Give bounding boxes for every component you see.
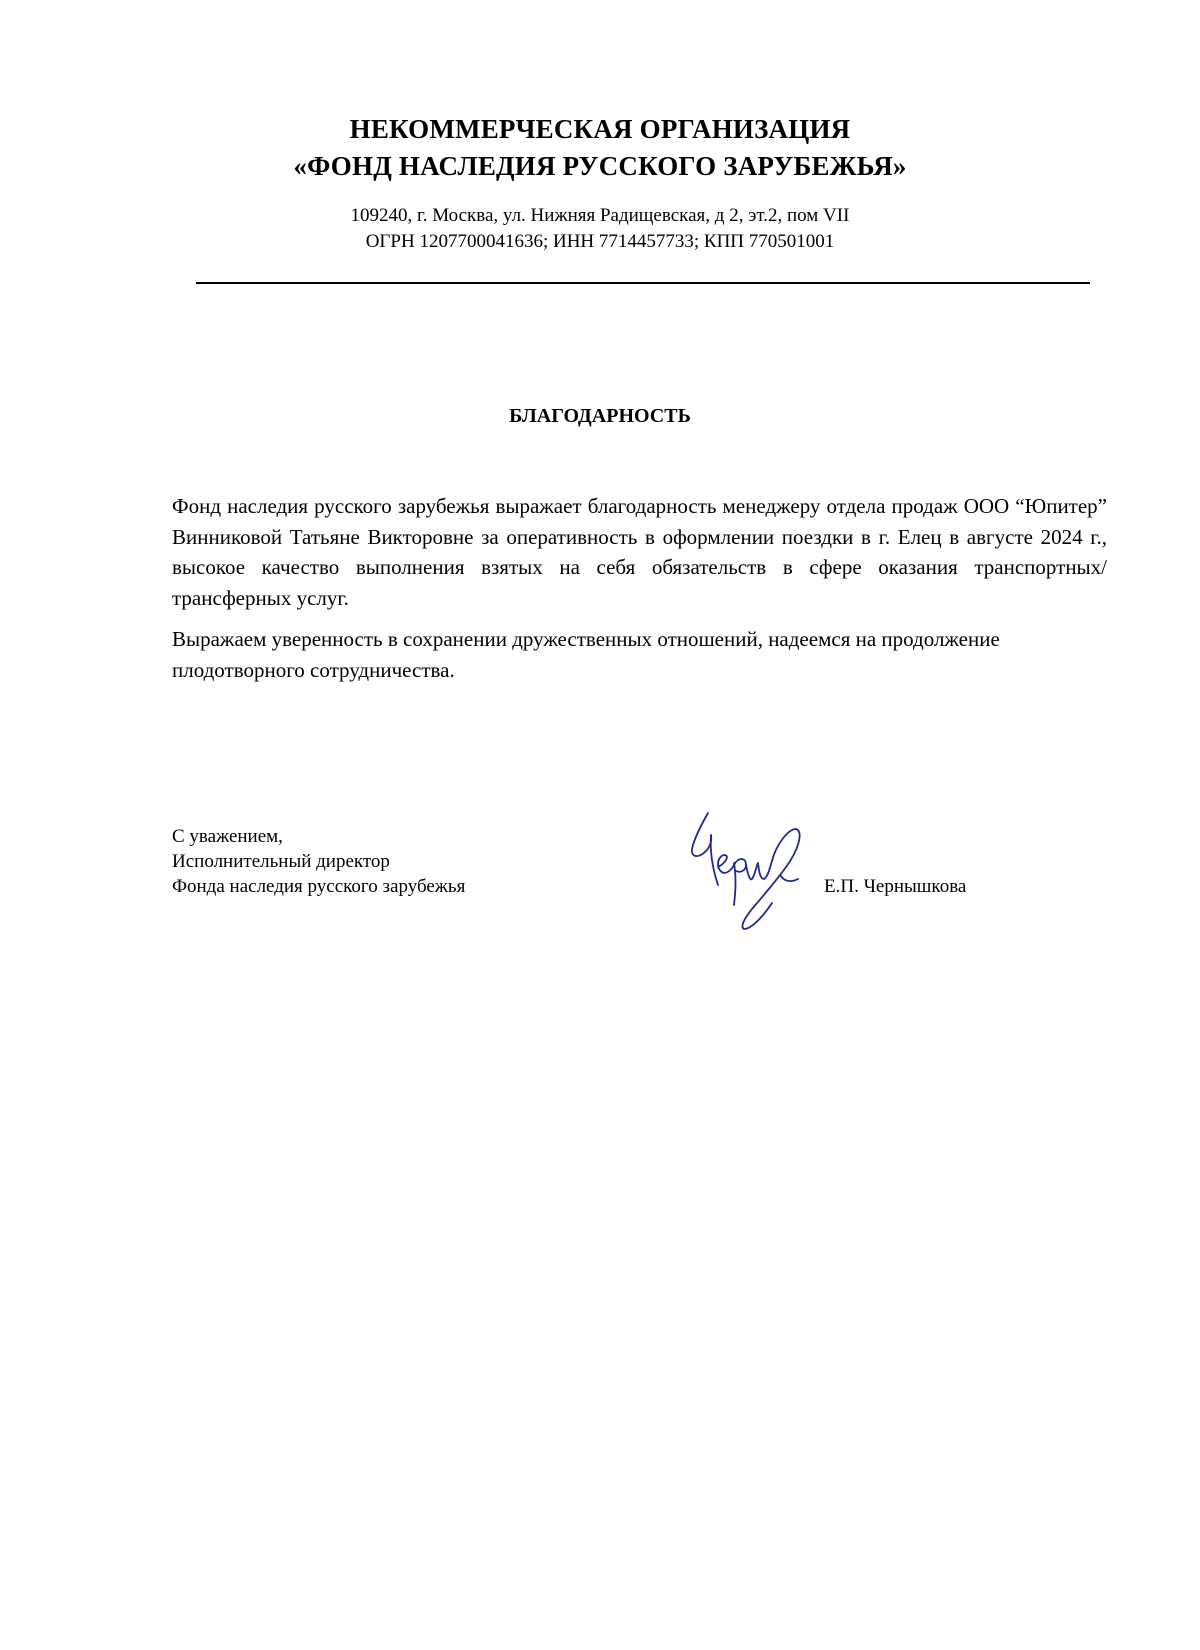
document-title: БЛАГОДАРНОСТЬ	[509, 405, 691, 427]
handwritten-signature-icon	[680, 805, 820, 945]
closing-organization: Фонда наследия русского зарубежья	[172, 876, 466, 897]
letterhead-divider	[196, 282, 1090, 284]
org-type-heading: НЕКОММЕРЧЕСКАЯ ОРГАНИЗАЦИЯ	[349, 114, 851, 144]
signer-name: Е.П. Чернышкова	[824, 876, 967, 897]
body-paragraph-cooperation: Выражаем уверенность в сохранении дружественных отношений, надеемся на продолжение плодотворного сотрудничества.	[172, 627, 1000, 682]
body-paragraph-gratitude: Фонд наследия русского зарубежья выражает благодарность менеджеру отдела продаж ООО “Юпитер” Винниковой Татьяне Викторовне за оперативность в оформлении поездки в г. Елец в августе 2024 г., высокое качество выполнения взятых на себя обязательств в сфере оказания транспортных/ трансферных услуг.	[172, 494, 1107, 610]
org-registration-numbers: ОГРН 1207700041636; ИНН 7714457733; КПП 770501001	[365, 231, 835, 252]
closing-regards: С уважением,	[172, 826, 283, 847]
org-name-heading: «ФОНД НАСЛЕДИЯ РУССКОГО ЗАРУБЕЖЬЯ»	[293, 151, 907, 181]
closing-position: Исполнительный директор	[172, 851, 390, 872]
org-address: 109240, г. Москва, ул. Нижняя Радищевская, д 2, эт.2, пом VII	[350, 205, 850, 226]
